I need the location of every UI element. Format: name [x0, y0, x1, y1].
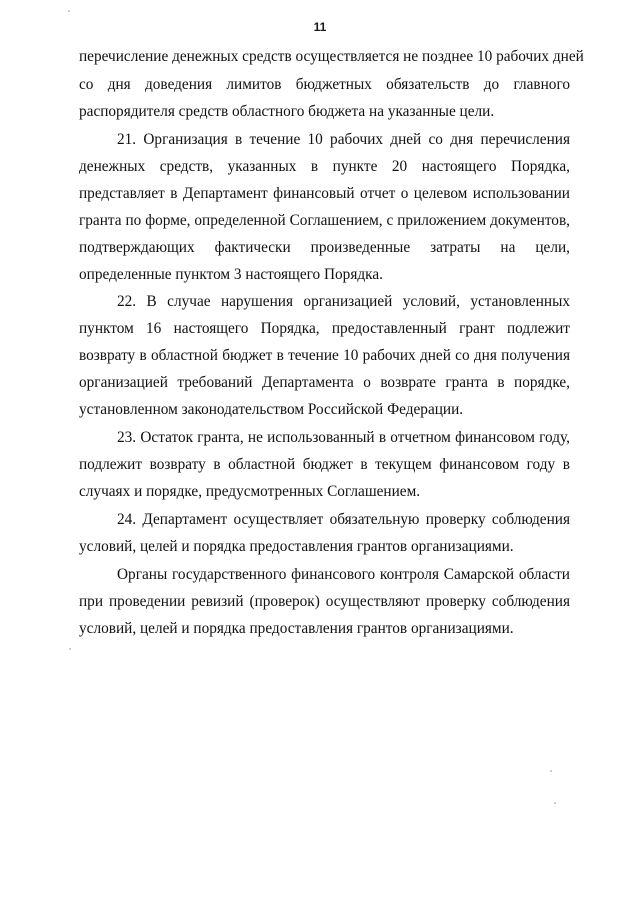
scan-speck [554, 802, 556, 804]
text-line: условий, целей и порядка предоставления грантов организациями. [79, 620, 514, 637]
text-line: Органы государственного финансового контроля Самарской области [117, 566, 570, 583]
text-line: 23. Остаток гранта, не использованный в отчетном финансовом году, [117, 429, 570, 446]
text-line: возврату в областной бюджет в течение 10 рабочих дней со дня получения [79, 347, 570, 364]
scan-speck [68, 10, 70, 12]
text-line: 22. В случае нарушения организацией условий, установленных [117, 293, 570, 310]
page-number: 11 [313, 20, 327, 34]
text-line: со дня доведения лимитов бюджетных обязательств до главного [79, 76, 570, 93]
text-line: подтверждающих фактически произведенные затраты на цели, [79, 239, 570, 256]
text-line: установленном законодательством Российской Федерации. [79, 401, 464, 418]
text-line: 21. Организация в течение 10 рабочих дней со дня перечисления [117, 131, 570, 148]
text-line: подлежит возврату в областной бюджет в текущем финансовом году в [79, 456, 570, 473]
text-line: представляет в Департамент финансовый отчет о целевом использовании [79, 185, 570, 202]
text-line: условий, целей и порядка предоставления грантов организациями. [79, 538, 514, 555]
text-line: распорядителя средств областного бюджета на указанные цели. [79, 103, 495, 120]
text-line: денежных средств, указанных в пункте 20 настоящего Порядка, [79, 158, 570, 175]
text-line: случаях и порядке, предусмотренных Соглашением. [79, 483, 421, 500]
text-line: организацией требований Департамента о возврате гранта в порядке, [79, 374, 570, 391]
text-line: при проведении ревизий (проверок) осуществляют проверку соблюдения [79, 593, 570, 610]
text-line: определенные пунктом 3 настоящего Порядка. [79, 266, 383, 283]
text-line: 24. Департамент осуществляет обязательную проверку соблюдения [117, 511, 570, 528]
text-line: гранта по форме, определенной Соглашением, с приложением документов, [79, 212, 570, 229]
text-line: перечисление денежных средств осуществляется не позднее 10 рабочих дней [79, 48, 584, 65]
text-line: пунктом 16 настоящего Порядка, предоставленный грант подлежит [79, 320, 570, 337]
scan-speck [69, 648, 71, 650]
scan-speck [550, 770, 552, 772]
